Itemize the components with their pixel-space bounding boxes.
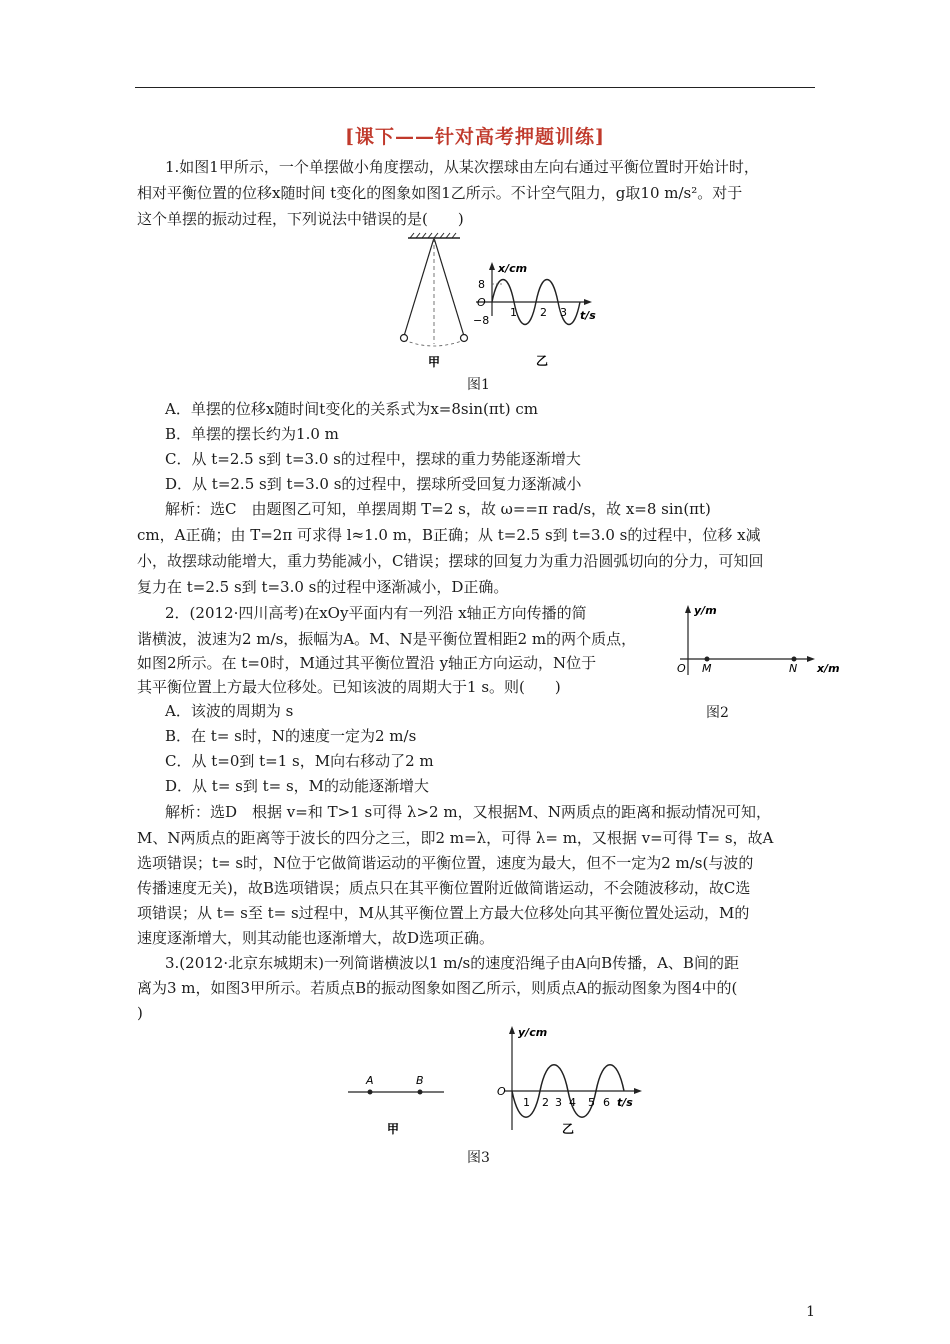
figure-3: [340, 1020, 650, 1140]
fig3-ylabel: y/cm: [518, 1026, 548, 1039]
figure-2: [670, 600, 840, 680]
q1-analysis-line: 复力在 t=2.5 s到 t=3.0 s的过程中逐渐减小，D正确。: [137, 578, 509, 596]
fig3-origin: O: [497, 1085, 506, 1098]
q1-analysis-line: 解析：选C 由题图乙可知，单摆周期 T=2 s，故 ω==π rad/s，故 x=8 sin(πt): [165, 500, 711, 518]
fig1-origin: O: [477, 296, 486, 309]
q1-option-d: D．从 t=2.5 s到 t=3.0 s的过程中，摆球所受回复力逐渐减小: [165, 475, 582, 493]
header-rule: [135, 87, 815, 88]
q2-option-b: B．在 t= s时，N的速度一定为2 m/s: [165, 727, 417, 745]
figure-3-caption: 图3: [467, 1150, 490, 1166]
fig2-ylabel: y/m: [694, 604, 717, 617]
fig3-tick: 2: [542, 1096, 549, 1109]
fig3-point-a: A: [366, 1074, 374, 1087]
fig3-tick: 6: [603, 1096, 610, 1109]
fig1-ylabel: x/cm: [498, 262, 528, 275]
q1-option-b: B．单摆的摆长约为1.0 m: [165, 425, 339, 443]
q3-line: 离为3 m，如图3甲所示。若质点B的振动图象如图乙所示，则质点A的振动图象为图4中的(: [137, 979, 738, 997]
fig3-tick: 1: [523, 1096, 530, 1109]
q2-analysis-line: 选项错误；t= s时，N位于它做简谐运动的平衡位置，速度为最大，但不一定为2 m/s(与波的: [137, 854, 754, 872]
section-title: [课下——针对高考押题训练]: [345, 126, 605, 148]
fig3-xlabel: t/s: [617, 1096, 633, 1109]
pendulum-diagram: [401, 233, 468, 369]
q3-line: ): [137, 1004, 143, 1022]
fig1-label-b: 乙: [536, 354, 549, 368]
fig1-ytop: 8: [478, 278, 485, 291]
q2-line: 其平衡位置上方最大位移处。已知该波的周期大于1 s。则( ): [137, 678, 561, 696]
q2-analysis-line: 速度逐渐增大，则其动能也逐渐增大，故D选项正确。: [137, 929, 495, 947]
q2-analysis-line: 项错误；从 t= s至 t= s过程中，M从其平衡位置上方最大位移处向其平衡位置处运动，M的: [137, 904, 750, 922]
q1-line: 1.如图1甲所示，一个单摆做小角度摆动，从某次摆球由左向右通过平衡位置时开始计时，: [165, 158, 759, 176]
fig3-label-a: 甲: [387, 1122, 400, 1136]
q1-option-a: A．单摆的位移x随时间t变化的关系式为x=8sin(πt) cm: [165, 400, 539, 418]
fig3-tick: 5: [588, 1096, 595, 1109]
q1-line: 这个单摆的振动过程，下列说法中错误的是( ): [137, 210, 464, 228]
fig1-tick: 2: [540, 306, 547, 319]
fig2-point-n: N: [789, 662, 798, 675]
fig2-xlabel: x/m: [817, 662, 840, 675]
q2-line: 如图2所示。在 t=0时，M通过其平衡位置沿 y轴正方向运动，N位于: [137, 654, 597, 672]
fig1-label-a: 甲: [428, 355, 441, 369]
q1-analysis-line: 小，故摆球动能增大，重力势能减小，C错误；摆球的回复力为重力沿圆弧切向的分力，可知回: [137, 552, 764, 570]
figure-1: [380, 232, 620, 372]
fig1-tick: 1: [510, 306, 517, 319]
q2-analysis-line: M、N两质点的距离等于波长的四分之三，即2 m=λ，可得 λ= m，又根据 v=可得 T= s，故A: [137, 829, 774, 847]
q1-analysis-line: cm，A正确；由 T=2π 可求得 l≈1.0 m，B正确；从 t=2.5 s到 t=3.0 s的过程中，位移 x减: [137, 526, 761, 544]
fig1-graph: [473, 262, 596, 368]
fig1-tick: 3: [560, 306, 567, 319]
rope-diagram: [348, 1074, 444, 1136]
figure-2-caption: 图2: [706, 705, 729, 721]
fig3-tick: 4: [569, 1096, 576, 1109]
q2-analysis-line: 传播速度无关)，故B选项错误；质点只在其平衡位置附近做简谐运动，不会随波移动，故C选: [137, 879, 751, 897]
fig2-point-m: M: [702, 662, 712, 675]
figure-1-caption: 图1: [467, 377, 490, 393]
fig3-label-b: 乙: [562, 1122, 575, 1136]
fig3-graph: [497, 1026, 642, 1136]
q2-option-c: C．从 t=0到 t=1 s，M向右移动了2 m: [165, 752, 434, 770]
q3-line: 3.(2012·北京东城期末)一列简谐横波以1 m/s的速度沿绳子由A向B传播，A、B间的距: [165, 954, 739, 972]
q2-option-a: A．该波的周期为 s: [165, 702, 294, 720]
fig3-point-b: B: [416, 1074, 424, 1087]
fig2-origin: O: [677, 662, 686, 675]
fig3-tick: 3: [555, 1096, 562, 1109]
fig1-ybottom: −8: [473, 314, 490, 327]
q2-line: 谐横波，波速为2 m/s，振幅为A。M、N是平衡位置相距2 m的两个质点，: [137, 630, 637, 648]
q1-line: 相对平衡位置的位移x随时间 t变化的图象如图1乙所示。不计空气阻力，g取10 m/s²。对于: [137, 184, 743, 202]
q2-line: 2．(2012·四川高考)在xOy平面内有一列沿 x轴正方向传播的简: [165, 604, 587, 622]
q2-option-d: D．从 t= s到 t= s，M的动能逐渐增大: [165, 777, 430, 795]
q2-analysis-line: 解析：选D 根据 v=和 T>1 s可得 λ>2 m，又根据M、N两质点的距离和振动情况可知，: [165, 803, 772, 821]
fig1-xlabel: t/s: [580, 309, 596, 322]
page-number: 1: [806, 1304, 815, 1320]
q1-option-c: C．从 t=2.5 s到 t=3.0 s的过程中，摆球的重力势能逐渐增大: [165, 450, 581, 468]
